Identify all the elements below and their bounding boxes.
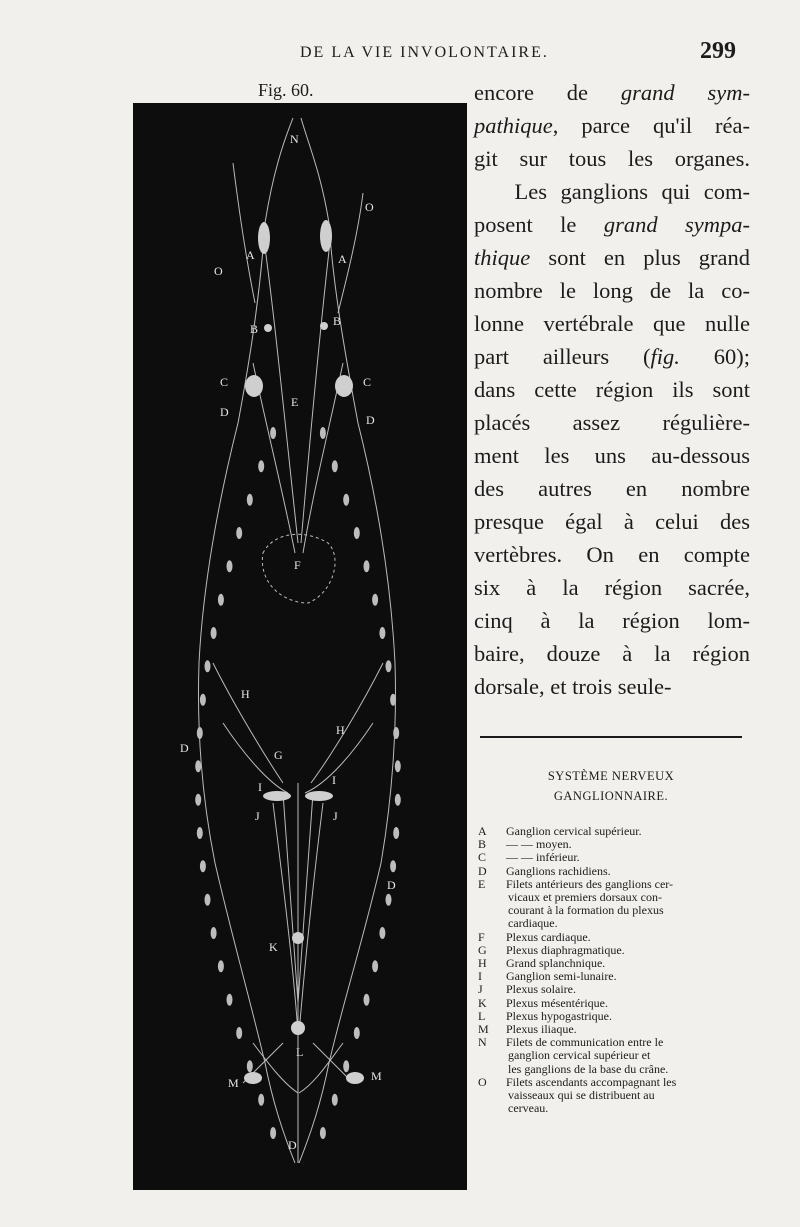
legend-item (478, 851, 758, 864)
chain-ganglion (320, 427, 326, 439)
chain-ganglion (379, 927, 385, 939)
legend-item (478, 983, 758, 996)
body-line: placés assez régulière- (474, 410, 750, 435)
label-e: E (291, 395, 299, 409)
legend-item (478, 997, 758, 1010)
chain-ganglion (372, 960, 378, 972)
label-h-left: H (241, 687, 250, 701)
figure-caption: Fig. 60. (258, 80, 314, 100)
legend-desc: Ganglion semi-lunaire. (506, 969, 617, 984)
body-line: posent le grand sympa- (474, 212, 750, 237)
chain-ganglion (197, 827, 203, 839)
label-g: G (274, 748, 283, 762)
chain-ganglion (200, 694, 206, 706)
body-text (474, 76, 750, 703)
chain-ganglion (236, 1027, 242, 1039)
legend-desc: Ganglion cervical supérieur. (506, 824, 642, 838)
legend-key: D (478, 863, 487, 878)
label-d-left-upper: D (220, 405, 229, 419)
chain-ganglion (390, 694, 396, 706)
legend-desc: Plexus cardiaque. (506, 929, 591, 944)
legend-desc-continuation: cardiaque. (508, 916, 558, 931)
nerve-strands (199, 118, 396, 1163)
chain-ganglion (343, 494, 349, 506)
label-d-right-upper: D (366, 413, 375, 427)
body-line: six à la région sacrée, (474, 575, 750, 600)
label-j-right: J (333, 809, 338, 823)
body-line: Les ganglions qui com- (474, 179, 750, 204)
legend-desc-continuation: les ganglions de la base du crâne. (508, 1061, 669, 1076)
chain-ganglion (386, 894, 392, 906)
body-line: git sur tous les organes. (474, 146, 750, 171)
label-f: F (294, 558, 301, 572)
legend-desc: Plexus mésentérique. (506, 995, 608, 1010)
legend-key: I (478, 969, 482, 984)
body-line: dans cette région ils sont (474, 377, 750, 402)
body-line: part ailleurs (fig. 60); (474, 344, 751, 369)
page-number: 299 (700, 38, 736, 64)
body-line: nombre le long de la co- (474, 278, 750, 303)
label-i-left: I (258, 780, 262, 794)
label-c-right: C (363, 375, 372, 389)
body-line: ment les uns au-dessous (474, 443, 750, 468)
legend-desc: Grand splanchnique. (506, 956, 606, 971)
body-line: des autres en nombre (474, 476, 750, 501)
chain-ganglion (227, 560, 233, 572)
legend-key: F (478, 929, 485, 944)
body-line: encore de grand sym- (474, 80, 750, 105)
legend-desc-continuation: ganglion cervical supérieur et (508, 1048, 651, 1063)
legend-desc: Filets antérieurs des ganglions cer- (506, 876, 674, 891)
chain-ganglion (386, 660, 392, 672)
chain-ganglion (393, 727, 399, 739)
chain-ganglion (354, 527, 360, 539)
label-i-right: I (332, 773, 336, 787)
chain-ganglion (379, 627, 385, 639)
legend-key: B (478, 837, 487, 852)
legend-desc-continuation: courant à la formation du plexus (508, 903, 664, 918)
chain-ganglion (218, 960, 224, 972)
label-l: L (296, 1045, 304, 1059)
label-d-left-middle: D (180, 741, 189, 755)
legend-desc-continuation: vaisseaux qui se distribuent au (508, 1088, 655, 1103)
body-line: baire, douze à la région (474, 641, 750, 666)
chain-ganglion (197, 727, 203, 739)
label-m-left: M (228, 1076, 239, 1090)
chain-ganglion (332, 460, 338, 472)
chain-ganglion (364, 994, 370, 1006)
label-a-right: A (338, 252, 347, 266)
label-o-right: O (365, 200, 374, 214)
legend-desc-continuation: cerveau. (508, 1101, 549, 1116)
chain-ganglion (320, 1127, 326, 1139)
body-line: lonne vertébrale que nulle (474, 311, 750, 336)
running-title: DE LA VIE INVOLONTAIRE. (300, 44, 549, 61)
page-header (0, 38, 800, 68)
chain-ganglion (395, 794, 401, 806)
chain-ganglion (258, 460, 264, 472)
legend-key: J (478, 982, 483, 997)
chain-ganglion (354, 1027, 360, 1039)
legend-key: L (478, 1008, 486, 1023)
legend-key: G (478, 942, 487, 957)
chain-ganglion (393, 827, 399, 839)
legend-desc: Plexus iliaque. (506, 1022, 577, 1037)
section-rule (480, 736, 742, 738)
chain-ganglion (395, 760, 401, 772)
body-line: cinq à la région lom- (474, 608, 750, 633)
legend-key: O (478, 1074, 487, 1089)
chain-ganglion (332, 1094, 338, 1106)
chain-ganglion (195, 760, 201, 772)
label-c-left: C (220, 375, 229, 389)
label-b-right: B (333, 314, 342, 328)
body-line: thique sont en plus grand (474, 245, 750, 270)
legend-item (478, 865, 758, 878)
chain-ganglion (247, 1060, 253, 1072)
legend-title (480, 766, 742, 806)
legend-desc: Filets de communication entre le (506, 1035, 664, 1050)
body-line: vertèbres. On en compte (474, 542, 750, 567)
chain-ganglion (270, 427, 276, 439)
chain-ganglion (227, 994, 233, 1006)
legend-title-line-2: GANGLIONNAIRE. (553, 789, 669, 803)
chain-ganglion (390, 860, 396, 872)
chain-ganglion (205, 894, 211, 906)
chain-ganglion (195, 794, 201, 806)
legend-key: M (478, 1022, 489, 1037)
label-d-bottom: D (288, 1138, 297, 1152)
chain-ganglion (343, 1060, 349, 1072)
legend-desc: — — moyen. (506, 837, 572, 852)
chain-ganglion (258, 1094, 264, 1106)
chain-ganglion (372, 594, 378, 606)
ganglia (244, 220, 364, 1084)
chain-ganglion (247, 494, 253, 506)
legend-key: K (478, 995, 487, 1010)
legend-key: N (478, 1035, 487, 1050)
chain-ganglion (211, 627, 217, 639)
body-line: pathique, parce qu'il réa- (474, 113, 750, 138)
chain-ganglion (200, 860, 206, 872)
label-a-left: A (246, 248, 255, 262)
chain-ganglion (218, 594, 224, 606)
legend-item (478, 931, 758, 944)
legend-title-line-1: SYSTÈME NERVEUX (547, 769, 675, 783)
legend-desc: Ganglions rachidiens. (506, 863, 611, 878)
label-b-left: B (250, 322, 259, 336)
label-d-right-lower: D (387, 878, 396, 892)
legend-key: A (478, 824, 487, 838)
body-line: dorsale, et trois seule- (474, 674, 672, 699)
legend-key: E (478, 876, 486, 891)
legend-desc: Plexus diaphragmatique. (506, 942, 625, 957)
legend-desc: — — inférieur. (506, 850, 580, 865)
legend-key: H (478, 956, 487, 971)
chain-ganglion (205, 660, 211, 672)
label-j-left: J (255, 809, 260, 823)
legend-desc: Plexus hypogastrique. (506, 1008, 612, 1023)
chain-ganglion (211, 927, 217, 939)
label-o-left: O (214, 264, 223, 278)
legend-desc: Filets ascendants accompagnant les (506, 1074, 677, 1089)
legend-desc-continuation: vicaux et premiers dorsaux con- (508, 890, 662, 905)
body-line: presque égal à celui des (474, 509, 750, 534)
chain-ganglion (270, 1127, 276, 1139)
legend-key: C (478, 850, 487, 865)
label-h-right: H (336, 723, 345, 737)
chain-ganglion (236, 527, 242, 539)
label-k: K (269, 940, 278, 954)
label-n: N (290, 132, 299, 146)
nerve-drawing (133, 103, 467, 1190)
figure-legend (478, 825, 758, 1115)
nervous-system-illustration (133, 103, 467, 1190)
chain-ganglion (364, 560, 370, 572)
legend-desc: Plexus solaire. (506, 982, 576, 997)
label-m-right: M (371, 1069, 382, 1083)
